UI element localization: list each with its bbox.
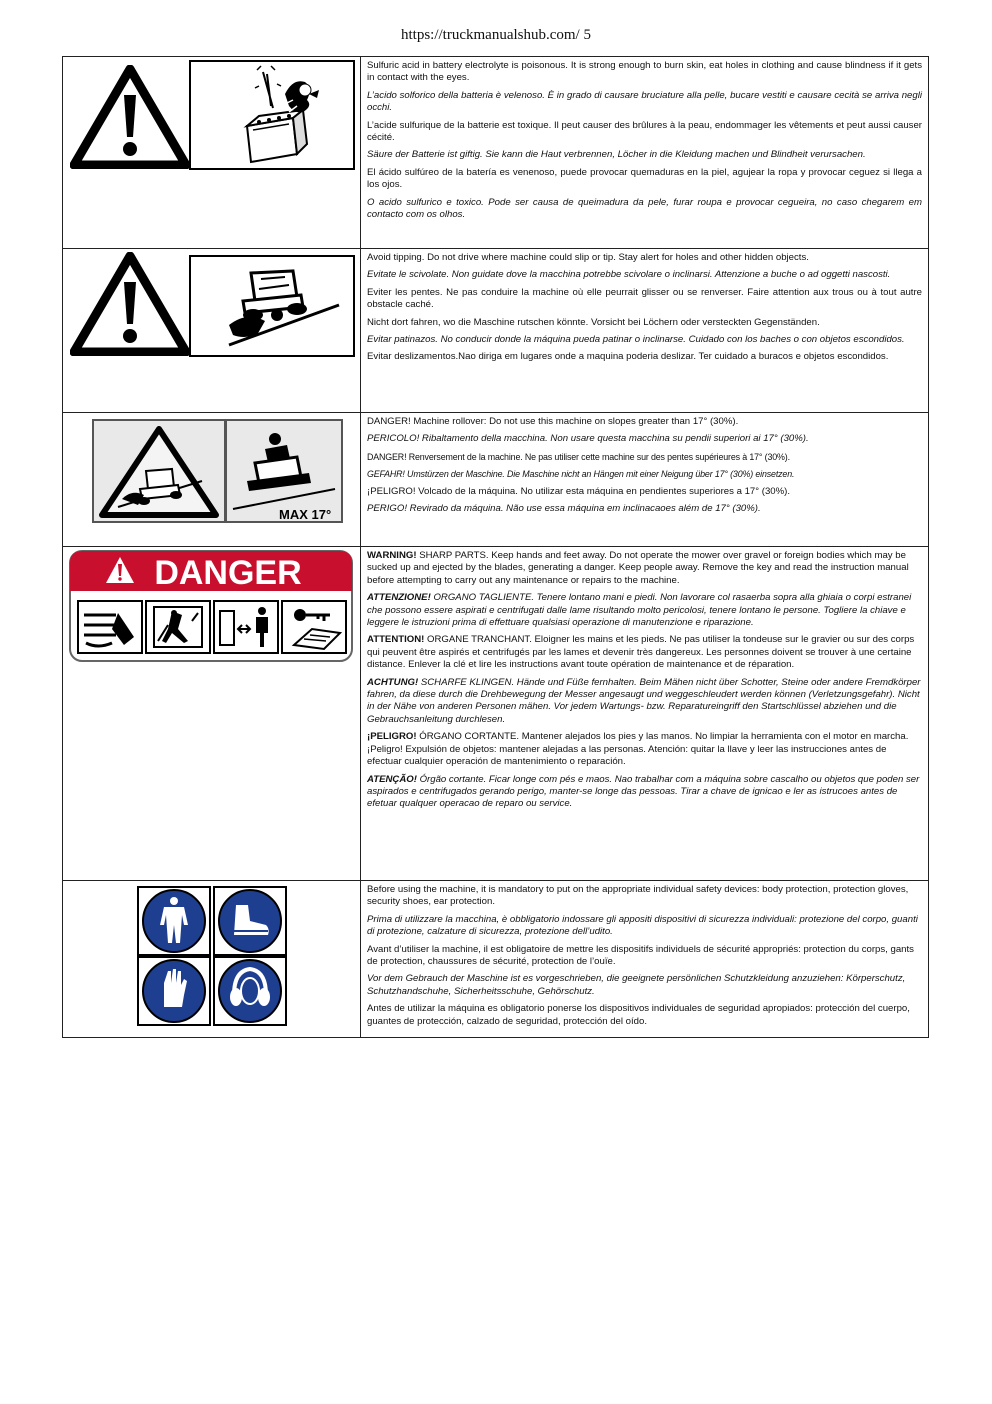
- text-en: Before using the machine, it is mandatory to put on the appropriate individual safety devices: body protection, protection gloves, security shoes, ear protection.: [367, 884, 909, 908]
- text-it: Evitate le scivolate. Non guidate dove la macchina potrebbe scivolare o inclinarsi. Attenzione a buche o ad oggetti nascosti.: [367, 269, 891, 281]
- text-en: [367, 550, 922, 587]
- table-row: [63, 57, 929, 249]
- table-row: [63, 881, 929, 1038]
- image-cell: [63, 413, 361, 547]
- page-header: https://truckmanualshub.com/ 5: [401, 27, 591, 43]
- text-cell: [361, 413, 929, 547]
- image-cell: [63, 249, 361, 413]
- warning-lead: ACHTUNG!: [367, 676, 419, 688]
- text-pt: [367, 774, 922, 811]
- warning-lead: ATTENZIONE!: [367, 592, 431, 604]
- battery-acid-icon: [189, 60, 355, 170]
- text-en: DANGER! Machine rollover: Do not use this machine on slopes greater than 17° (30%).: [367, 416, 739, 427]
- warning-body: ORGANO TAGLIENTE. Tenere lontano mani e piedi. Non lavorare col rasaerba sopra alla ghiaia o corpi estranei che possono essere aspirati e centrifugati dalle lame risultando molto pericolosi, tenere lontano le persone. Togliere la chiave e leggere le istruzioni prima di effettuare qualsiasi operazione di manutenzione e riparazione.: [367, 592, 912, 629]
- warning-lead: WARNING!: [367, 550, 417, 561]
- text-fr: Eviter les pentes. Ne pas conduire la machine où elle peurrait glisser ou se renverser. Faire attention aux trous ou à tout autre obstacle caché.: [367, 286, 922, 311]
- text-fr: [367, 634, 922, 671]
- text-en: Sulfuric acid in battery electrolyte is poisonous. It is strong enough to burn skin, eat holes in clothing and cause blindness if it gets in contact with the eyes.: [367, 60, 922, 84]
- tipping-mower-icon: [189, 255, 355, 357]
- warning-triangle-icon: [70, 65, 190, 169]
- text-fr: Avant d’utiliser la machine, il est obligatoire de mettre les dispositifs individuels de sécurité appropriés: protection du corps, gants de protection, chaussures de sécurité, protection de l’ouïe.: [367, 943, 914, 968]
- text-de: [367, 677, 922, 727]
- text-es: [367, 731, 922, 768]
- image-cell: [63, 57, 361, 249]
- text-cell: [361, 547, 929, 881]
- text-de: GEFAHR! Umstürzen der Maschine. Die Maschine nicht an Hängen mit einer Neigung über 17° (30%) einsetzen.: [367, 469, 795, 480]
- gloves-icon: [138, 957, 210, 1025]
- text-pt: O acido sulfurico e toxico. Pode ser causa de queimadura da pele, furar roupa e provocar cegueira, no caso chegarem em contacto com os olhos.: [367, 196, 922, 221]
- text-es: Antes de utilizar la máquina es obligatorio ponerse los dispositivos individuales de seguridad apropiados: protección del cuerpo, guantes de protección, calzado de seguridad, protección del oído.: [367, 1003, 910, 1027]
- warning-body: SHARP PARTS. Keep hands and feet away. Do not operate the mower over gravel or foreign bodies which may be sucked up and ejected by the blades, generating a danger. Keep people away. Remove the key and read the instruction manual before attempting to carry out any maintenance or repairs to the machine.: [367, 550, 909, 586]
- warning-body: ÓRGANO CORTANTE. Mantener alejados los pies y las manos. No limpiar la herramienta con el motor en marcha. ¡Peligro! Expulsión de objetos: mantener alejadas a las personas. Atención: quitar la llave y leer las instrucciones antes de efectuar cualquier operación de mantenimiento o reparación.: [367, 731, 909, 768]
- image-cell: [63, 881, 361, 1038]
- text-cell: [361, 881, 929, 1038]
- text-pt: Evitar deslizamentos.Nao diriga em lugares onde a maquina poderia deslizar. Ter cuidado a buracos e objetos escondidos.: [367, 351, 889, 363]
- max-slope-icon: [225, 419, 343, 523]
- slope-rollover-icon: [92, 419, 226, 523]
- text-it: PERICOLO! Ribaltamento della macchina. Non usare questa macchina su pendii superiori ai 17° (30%).: [367, 433, 809, 445]
- table-row: [63, 413, 929, 547]
- text-es: ¡PELIGRO! Volcado de la máquina. No utilizar esta máquina en pendientes superiores a 17° (30%).: [367, 485, 791, 497]
- warning-body: Órgão cortante. Ficar longe com pés e maos. Nao trabalhar com a máquina sobre cascalho ou objetos que poden ser aspirados e centrifugados gerando perigo, manter-se longe das pessoas. Tirar a chave de ignicao e ler as istrucoes antes de efetuar qualquer operacao de reparo ou service.: [367, 773, 920, 810]
- text-de: Säure der Batterie ist giftig. Sie kann die Haut verbrennen, Löcher in die Kleidung machen und Blindheit verursachen.: [367, 149, 866, 161]
- danger-decal-icon: [68, 549, 354, 663]
- warning-triangle-icon: [70, 252, 190, 356]
- text-es: Evitar patinazos. No conducir donde la máquina pueda patinar o inclinarse. Cuidado con los baches o con objetos escondidos.: [367, 334, 905, 346]
- text-cell: [361, 57, 929, 249]
- max-slope-label: MAX 17°: [279, 507, 332, 522]
- text-it: Prima di utilizzare la macchina, è obbligatorio indossare gli appositi dispositivi di sicurezza individuali: protezione del corpo, guanti di protezione, calzature di sicurezza, protezione dell’udito.: [367, 913, 918, 938]
- table-row: [63, 547, 929, 881]
- text-pt: PERIGO! Revirado da máquina. Não use essa máquina em inclinacaoes além de 17° (30%).: [367, 503, 761, 515]
- text-it: [367, 592, 922, 629]
- safety-shoes-icon: [214, 887, 286, 955]
- body-protection-icon: [138, 887, 210, 955]
- safety-table: [62, 56, 929, 1038]
- image-cell: [63, 547, 361, 881]
- danger-label: DANGER: [154, 554, 302, 592]
- warning-lead: ATENÇÃO!: [367, 773, 417, 785]
- text-cell: [361, 249, 929, 413]
- text-fr: L’acide sulfurique de la batterie est toxique. Il peut causer des brûlures à la peau, endommager les vêtements et peut aussi causer cécité.: [367, 119, 922, 144]
- ear-protection-icon: [214, 957, 286, 1025]
- warning-body: ORGANE TRANCHANT. Eloigner les mains et les pieds. Ne pas utiliser la tondeuse sur le gravier ou sur des corps qui peuvent être aspirés et centrifugés par les lames et devenir très dangereux. Les personnes doivent se trouver à une certaine distance. Enlever la clé et lire les instructions avant toute opération de maintenance et de réparation.: [367, 634, 915, 671]
- text-de: Nicht dort fahren, wo die Maschine rutschen könnte. Vorsicht bei Löchern oder versteckten Gegenständen.: [367, 316, 820, 328]
- text-es: El ácido sulfúreo de la batería es venenoso, puede provocar quemaduras en la piel, agujear la ropa y provocar ceguez si llega a los ojos.: [367, 166, 922, 191]
- text-en: Avoid tipping. Do not drive where machine could slip or tip. Stay alert for holes and other hidden objects.: [367, 252, 809, 263]
- warning-lead: ATTENTION!: [367, 634, 425, 646]
- ppe-icons: [136, 885, 288, 1027]
- text-de: Vor dem Gebrauch der Maschine ist es vorgeschrieben, die geeignete persönlichen Schutzkleidung anzuziehen: Körperschutz, Schutzhandschuhe, Sicherheitsschuhe, Gehörschutz.: [367, 973, 906, 997]
- text-it: L’acido solforico della batteria è velenoso. È in grado di causare bruciature alla pelle, bucare vestiti e causare cecità se arriva negli occhi.: [367, 89, 922, 114]
- warning-lead: ¡PELIGRO!: [367, 731, 417, 743]
- warning-body: SCHARFE KLINGEN. Hände und Füße fernhalten. Beim Mähen nicht über Schotter, Steine oder andere Fremdkörper fahren, da diese durch die Drehbewegung der Messer angesaugt und weggeschleudert werden können (Verletzungsgefahr). Nicht in der Nähe von anderen Personen mähen. Vor jedem Wartungs- bzw. Reparatureingriff den Startschlüssel abziehen und die Gebrauchsanleitung durchlesen.: [367, 676, 921, 725]
- text-fr: DANGER! Renversement de la machine. Ne pas utiliser cette machine sur des pentes supérieures à 17° (30%).: [367, 451, 790, 462]
- table-row: [63, 249, 929, 413]
